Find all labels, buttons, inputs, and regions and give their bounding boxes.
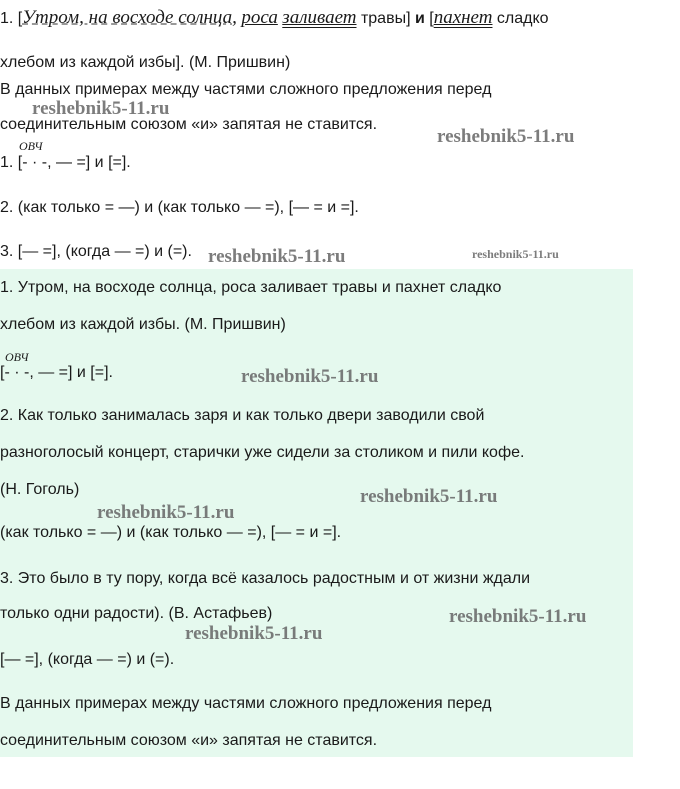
- watermark: reshebnik5-11.ru: [360, 486, 498, 507]
- watermark: reshebnik5-11.ru: [185, 623, 323, 644]
- scheme-3: 3. [— =], (когда — =) и (=).: [0, 243, 192, 260]
- answer-sentence-1-line-1: 1. Утром, на восходе солнца, роса заливает травы и пахнет сладко: [0, 279, 502, 296]
- answer-block: [0, 269, 633, 757]
- answer-note-line-1: В данных примерах между частями сложного предложения перед: [0, 695, 492, 712]
- answer-sentence-2-line-2: разноголосый концерт, старички уже сидели за столиком и пили кофе.: [0, 444, 525, 461]
- answer-sentence-3-line-1: 3. Это было в ту пору, когда всё казалось радостным и от жизни ждали: [0, 570, 531, 587]
- watermark: reshebnik5-11.ru: [32, 98, 170, 119]
- scheme-1: 1. [- · -, — =] и [=].: [0, 154, 131, 171]
- answer-sentence-3-line-2: только одни радости). (В. Астафьев): [0, 605, 273, 622]
- answer-scheme-2: (как только = —) и (как только — =), [— = и =].: [0, 524, 342, 541]
- ovch-label: ОВЧ: [19, 139, 43, 153]
- watermark: reshebnik5-11.ru: [97, 502, 235, 523]
- answer-scheme-3: [— =], (когда — =) и (=).: [0, 651, 175, 668]
- answer-scheme-1: [- · -, — =] и [=].: [0, 364, 113, 381]
- note-line-2: соединительным союзом «и» запятая не ставится.: [0, 116, 378, 133]
- sentence-1-line-1: 1. [Утром, на восходе солнца, роса заливает травы] и [пахнет сладко: [0, 7, 549, 28]
- answer-ovch-label: ОВЧ: [5, 350, 29, 364]
- watermark: reshebnik5-11.ru: [449, 606, 587, 627]
- answer-sentence-1-line-2: хлебом из каждой избы. (М. Пришвин): [0, 316, 286, 333]
- scheme-2: 2. (как только = —) и (как только — =), [— = и =].: [0, 199, 359, 216]
- note-line-1: В данных примерах между частями сложного предложения перед: [0, 81, 492, 98]
- sentence-1-line-2: хлебом из каждой избы]. (М. Пришвин): [0, 54, 291, 71]
- watermark: reshebnik5-11.ru: [241, 366, 379, 387]
- answer-sentence-2-line-1: 2. Как только занималась заря и как только двери заводили свой: [0, 407, 485, 424]
- answer-note-line-2: соединительным союзом «и» запятая не ставится.: [0, 732, 378, 749]
- watermark: reshebnik5-11.ru: [472, 247, 559, 261]
- answer-sentence-2-line-3: (Н. Гоголь): [0, 481, 80, 498]
- watermark: reshebnik5-11.ru: [208, 246, 346, 267]
- watermark: reshebnik5-11.ru: [437, 126, 575, 147]
